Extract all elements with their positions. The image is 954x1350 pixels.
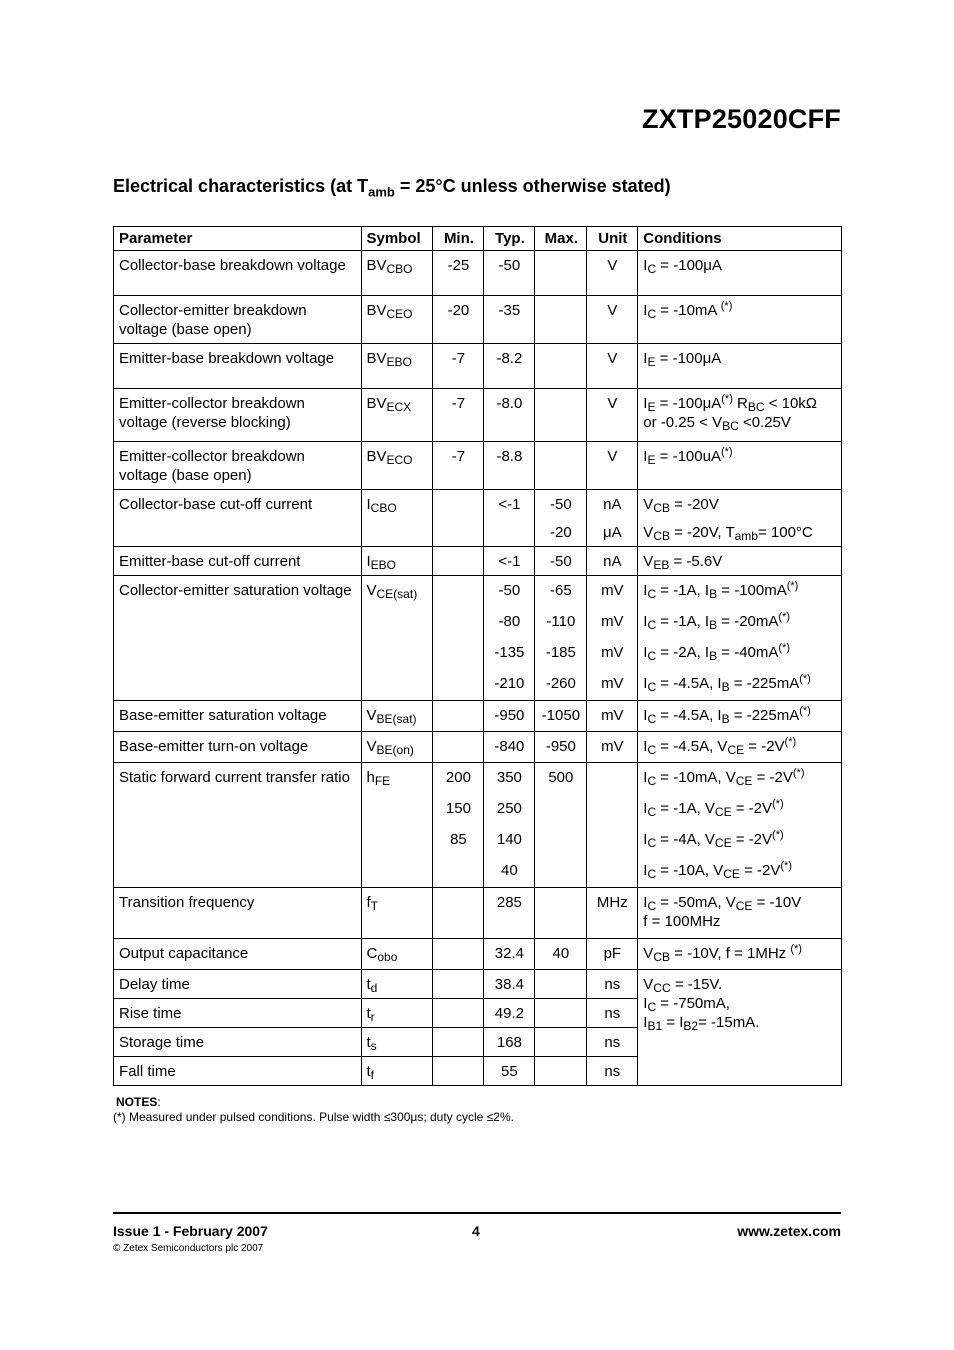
typ-cell: 49.2 [484,999,535,1028]
website-link[interactable]: www.zetex.com [737,1223,841,1239]
min-cell: -7 [433,344,484,389]
max-cell [535,296,587,344]
conditions-cell: $I_C = -4.5A$, $V_{CE} = -2V^{(*)}$ [638,732,842,763]
unit-cell: V [587,251,638,296]
typ-cell: -8.2 [484,344,535,389]
column-header: Symbol [361,227,433,251]
typ-cell: -50 [484,251,535,296]
max-cell: 40 [535,939,587,970]
typ-cell: <-1 [484,547,535,576]
column-header: Unit [587,227,638,251]
max-cell: 500 [535,763,587,888]
table-row [114,442,842,490]
parameter-cell: Collector-base cut-off current [114,490,362,547]
conditions-cell: $I_C = -4.5A$, $I_B = -225mA^{(*)}$ [638,701,842,732]
min-cell [433,939,484,970]
parameter-cell: Emitter-base breakdown voltage [114,344,362,389]
typ-cell: <-1 [484,490,535,547]
max-cell [535,888,587,939]
symbol-cell: $V_{CE(sat)}$ [361,576,433,701]
max-cell [535,1057,587,1086]
symbol-cell: $t_r$ [361,999,433,1028]
typ-cell: 38.4 [484,970,535,999]
table-row [114,763,842,888]
unit-cell: mV mV mV mV [587,576,638,701]
min-cell [433,999,484,1028]
typ-cell: 350 250 140 40 [484,763,535,888]
typ-cell: 168 [484,1028,535,1057]
parameter-cell: Emitter-collector breakdown voltage (base open) [114,442,362,490]
min-cell [433,1028,484,1057]
max-cell [535,970,587,999]
issue-date: Issue 1 - February 2007 [113,1223,268,1239]
table-row [114,701,842,732]
parameter-cell: Base-emitter turn-on voltage [114,732,362,763]
conditions-cell: $V_{EB} = -5.6V$ [638,547,842,576]
table-row [114,732,842,763]
conditions-cell: $I_C = -50mA$, $V_{CE} = -10V$ f = 100MHz [638,888,842,939]
min-cell [433,888,484,939]
min-cell: -20 [433,296,484,344]
typ-cell: -8.8 [484,442,535,490]
symbol-cell: $BV_{CBO}$ [361,251,433,296]
min-cell [433,490,484,547]
table-row [114,576,842,701]
parameter-cell: Fall time [114,1057,362,1086]
unit-cell: nA μA [587,490,638,547]
max-cell: -50 -20 [535,490,587,547]
symbol-cell: $I_{EBO}$ [361,547,433,576]
table-row [114,389,842,442]
min-cell: -7 [433,442,484,490]
symbol-cell: $h_{FE}$ [361,763,433,888]
unit-cell: V [587,296,638,344]
column-header: Parameter [114,227,362,251]
unit-cell: mV [587,732,638,763]
copyright: © Zetex Semiconductors plc 2007 [113,1243,264,1254]
symbol-cell: $C_{obo}$ [361,939,433,970]
min-cell [433,732,484,763]
unit-cell: ns [587,1057,638,1086]
parameter-cell: Storage time [114,1028,362,1057]
min-cell [433,1057,484,1086]
conditions-cell: $V_{CB} = -20V$ $V_{CB} = -20V$, $T_{amb}= 100^\circ C$ [638,490,842,547]
unit-cell [587,763,638,888]
unit-cell: pF [587,939,638,970]
max-cell [535,389,587,442]
page-number: 4 [472,1223,480,1239]
conditions-cell: $V_{CC} = -15V$. $I_C = -750mA$, $I_{B1} = I_{B2}= -15mA$. [638,970,842,1086]
typ-cell: 55 [484,1057,535,1086]
symbol-cell: $t_d$ [361,970,433,999]
conditions-cell: $I_C = -10mA$ (*) [638,296,842,344]
symbol-cell: $BV_{ECX}$ [361,389,433,442]
min-cell: -7 [433,389,484,442]
unit-cell: V [587,344,638,389]
parameter-cell: Delay time [114,970,362,999]
unit-cell: ns [587,999,638,1028]
typ-cell: -8.0 [484,389,535,442]
max-cell [535,442,587,490]
table-row [114,296,842,344]
conditions-cell: $I_E = -100\mu A^{(*)}$ $R_{BC} < 10k\Omega$ or $-0.25 < V_{BC} <0.25V$ [638,389,842,442]
column-header: Conditions [638,227,842,251]
unit-cell: ns [587,970,638,999]
table-row [114,939,842,970]
parameter-cell: Rise time [114,999,362,1028]
symbol-cell: $BV_{EBO}$ [361,344,433,389]
unit-cell: V [587,442,638,490]
section-title: Electrical characteristics (at $T_{amb} = 25^\circ C$ unless otherwise stated) [113,176,671,200]
table-row [114,888,842,939]
max-cell: -1050 [535,701,587,732]
table-row [114,547,842,576]
symbol-cell: $BV_{CEO}$ [361,296,433,344]
max-cell: -50 [535,547,587,576]
unit-cell: mV [587,701,638,732]
parameter-cell: Emitter-collector breakdown voltage (reverse blocking) [114,389,362,442]
symbol-cell: $V_{BE(sat)}$ [361,701,433,732]
typ-cell: 32.4 [484,939,535,970]
parameter-cell: Collector-emitter saturation voltage [114,576,362,701]
symbol-cell: $f_T$ [361,888,433,939]
symbol-cell: $t_s$ [361,1028,433,1057]
min-cell [433,701,484,732]
parameter-cell: Transition frequency [114,888,362,939]
typ-cell: -840 [484,732,535,763]
symbol-cell: $t_f$ [361,1057,433,1086]
conditions-cell: $I_C = -100\mu A$ [638,251,842,296]
max-cell [535,344,587,389]
typ-cell: 285 [484,888,535,939]
unit-cell: V [587,389,638,442]
conditions-cell: $I_E = -100uA^{(*)}$ [638,442,842,490]
conditions-cell: $I_C = -1A$, $I_B = -100mA^{(*)}$ $I_C = -1A$, $I_B = -20mA^{(*)}$ $I_C = -2A$, $I_B = -40mA^{(*)}$ $I_C = -4.5A$, $I_B = -225mA^{(*)}$ [638,576,842,701]
max-cell [535,1028,587,1057]
min-cell [433,576,484,701]
min-cell: 200 150 85 [433,763,484,888]
unit-cell: nA [587,547,638,576]
typ-cell: -50 -80 -135 -210 [484,576,535,701]
part-number: ZXTP25020CFF [642,104,841,134]
parameter-cell: Collector-base breakdown voltage [114,251,362,296]
min-cell [433,547,484,576]
max-cell: -65 -110 -185 -260 [535,576,587,701]
table-row [114,251,842,296]
table-row [114,344,842,389]
electrical-characteristics-table [113,226,842,1086]
table-row [114,970,842,999]
parameter-cell: Collector-emitter breakdown voltage (base open) [114,296,362,344]
parameter-cell: Static forward current transfer ratio [114,763,362,888]
max-cell [535,999,587,1028]
column-header: Typ. [484,227,535,251]
column-header: Min. [433,227,484,251]
table-row [114,490,842,547]
unit-cell: ns [587,1028,638,1057]
max-cell: -950 [535,732,587,763]
typ-cell: -950 [484,701,535,732]
column-header: Max. [535,227,587,251]
typ-cell: -35 [484,296,535,344]
conditions-cell: $I_E = -100\mu A$ [638,344,842,389]
unit-cell: MHz [587,888,638,939]
conditions-cell: $V_{CB} = -10V$, f = 1MHz (*) [638,939,842,970]
parameter-cell: Output capacitance [114,939,362,970]
max-cell [535,251,587,296]
min-cell [433,970,484,999]
symbol-cell: $V_{BE(on)}$ [361,732,433,763]
conditions-cell: $I_C = -10mA$, $V_{CE} = -2V^{(*)}$ $I_C = -1A$, $V_{CE} = -2V^{(*)}$ $I_C = -4A$, $V_{CE} = -2V^{(*)}$ $I_C = -10A$, $V_{CE} = -2V^{(*)}$ [638,763,842,888]
table-header-row [114,227,842,251]
parameter-cell: Emitter-base cut-off current [114,547,362,576]
notes-text: (*) Measured under pulsed conditions. Pulse width ≤300μs; duty cycle ≤2%. [113,1110,514,1124]
min-cell: -25 [433,251,484,296]
notes: NOTES: [116,1095,161,1109]
symbol-cell: $BV_{ECO}$ [361,442,433,490]
parameter-cell: Base-emitter saturation voltage [114,701,362,732]
symbol-cell: $I_{CBO}$ [361,490,433,547]
footer-divider [113,1212,841,1214]
